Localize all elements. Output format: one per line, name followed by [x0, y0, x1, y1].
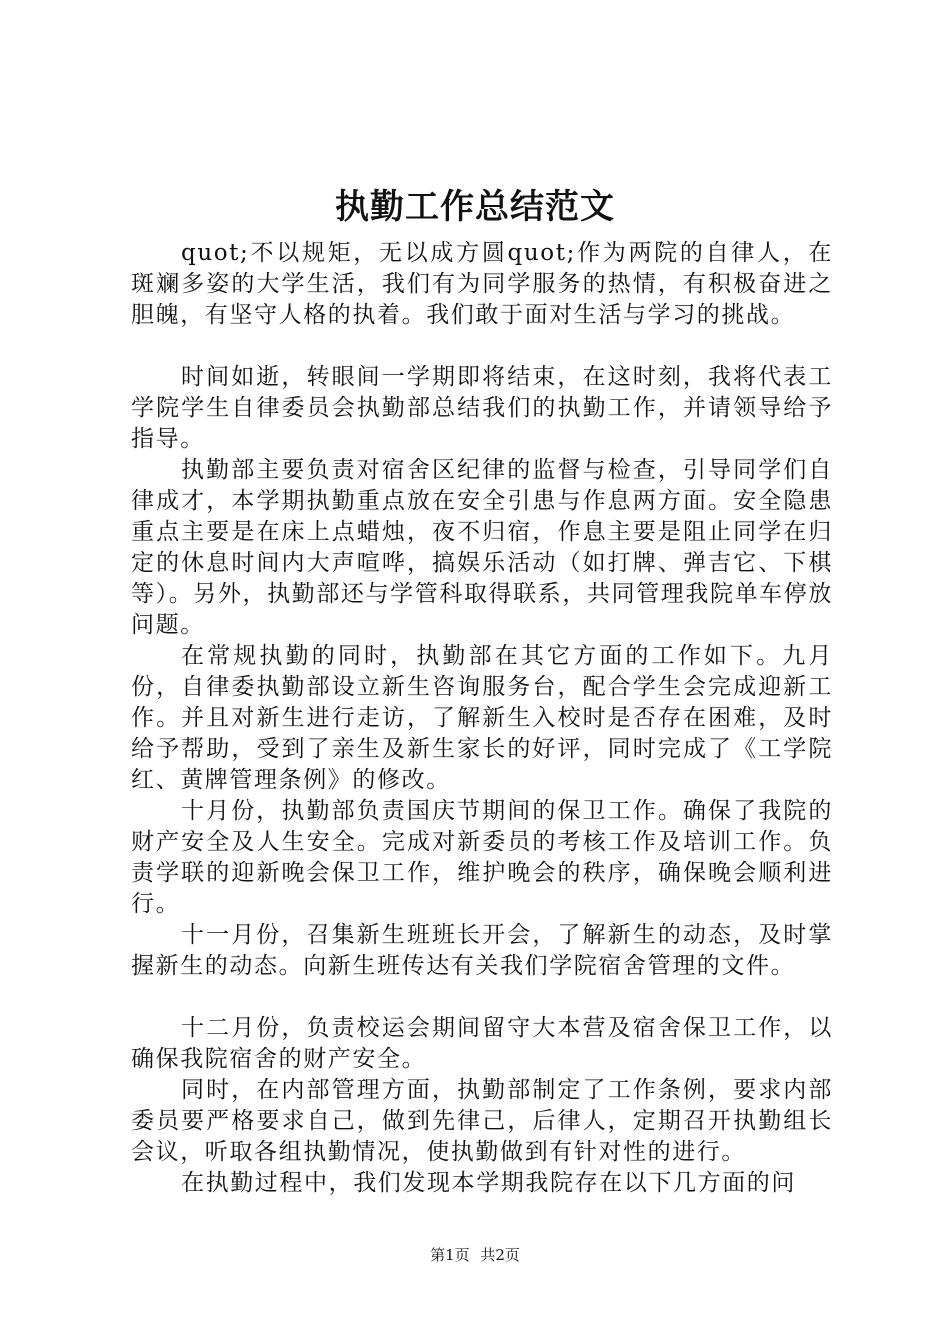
paragraph-opening: 时间如逝，转眼间一学期即将结束，在这时刻，我将代表工学院学生自律委员会执勤部总结我们的执勤工作，并请领导给予指导。 — [131, 364, 833, 452]
paragraph-september: 在常规执勤的同时，执勤部在其它方面的工作如下。九月份，自律委执勤部设立新生咨询服务台，配合学生会完成迎新工作。并且对新生进行走访，了解新生入校时是否存在困难，及时给予帮助，受到了亲生及新生家长的好评，同时完成了《工学院红、黄牌管理条例》的修改。 — [131, 643, 833, 793]
paragraph-october: 十月份，执勤部负责国庆节期间的保卫工作。确保了我院的财产安全及人生安全。完成对新委员的考核工作及培训工作。负责学联的迎新晚会保卫工作，维护晚会的秩序，确保晚会顺利进行。 — [131, 798, 833, 917]
paragraph-internal-management: 同时，在内部管理方面，执勤部制定了工作条例，要求内部委员要严格要求自己，做到先律己，后律人，定期召开执勤组长会议，听取各组执勤情况，使执勤做到有针对性的进行。 — [131, 1077, 833, 1165]
paragraph-duties: 执勤部主要负责对宿舍区纪律的监督与检查，引导同学们自律成才，本学期执勤重点放在安全引患与作息两方面。安全隐患重点主要是在床上点蜡烛，夜不归宿，作息主要是阻止同学在归定的休息时间内大声喧哗，搞娱乐活动（如打牌、弹吉它、下棋等）。另外，执勤部还与学管科取得联系，共同管理我院单车停放问题。 — [131, 457, 833, 638]
paragraph-december: 十二月份，负责校运会期间留守大本营及宿舍保卫工作，以确保我院宿舍的财产安全。 — [131, 1015, 833, 1072]
paragraph-intro: quot;不以规矩，无以成方圆quot;作为两院的自律人，在斑斓多姿的大学生活，我们有为同学服务的热情，有积极奋进之胆魄，有坚守人格的执着。我们敢于面对生活与学习的挑战。 — [131, 240, 833, 328]
document-title: 执勤工作总结范文 — [335, 187, 615, 227]
page-footer — [0, 1244, 950, 1266]
document-body — [131, 238, 833, 1199]
paragraph-problems: 在执勤过程中，我们发现本学期我院存在以下几方面的问 — [181, 1170, 796, 1196]
page-number: 第1页 — [430, 1246, 470, 1264]
page-total: 共2页 — [480, 1246, 520, 1264]
paragraph-november: 十一月份，召集新生班班长开会，了解新生的动态，及时掌握新生的动态。向新生班传达有关我们学院宿舍管理的文件。 — [131, 922, 833, 979]
